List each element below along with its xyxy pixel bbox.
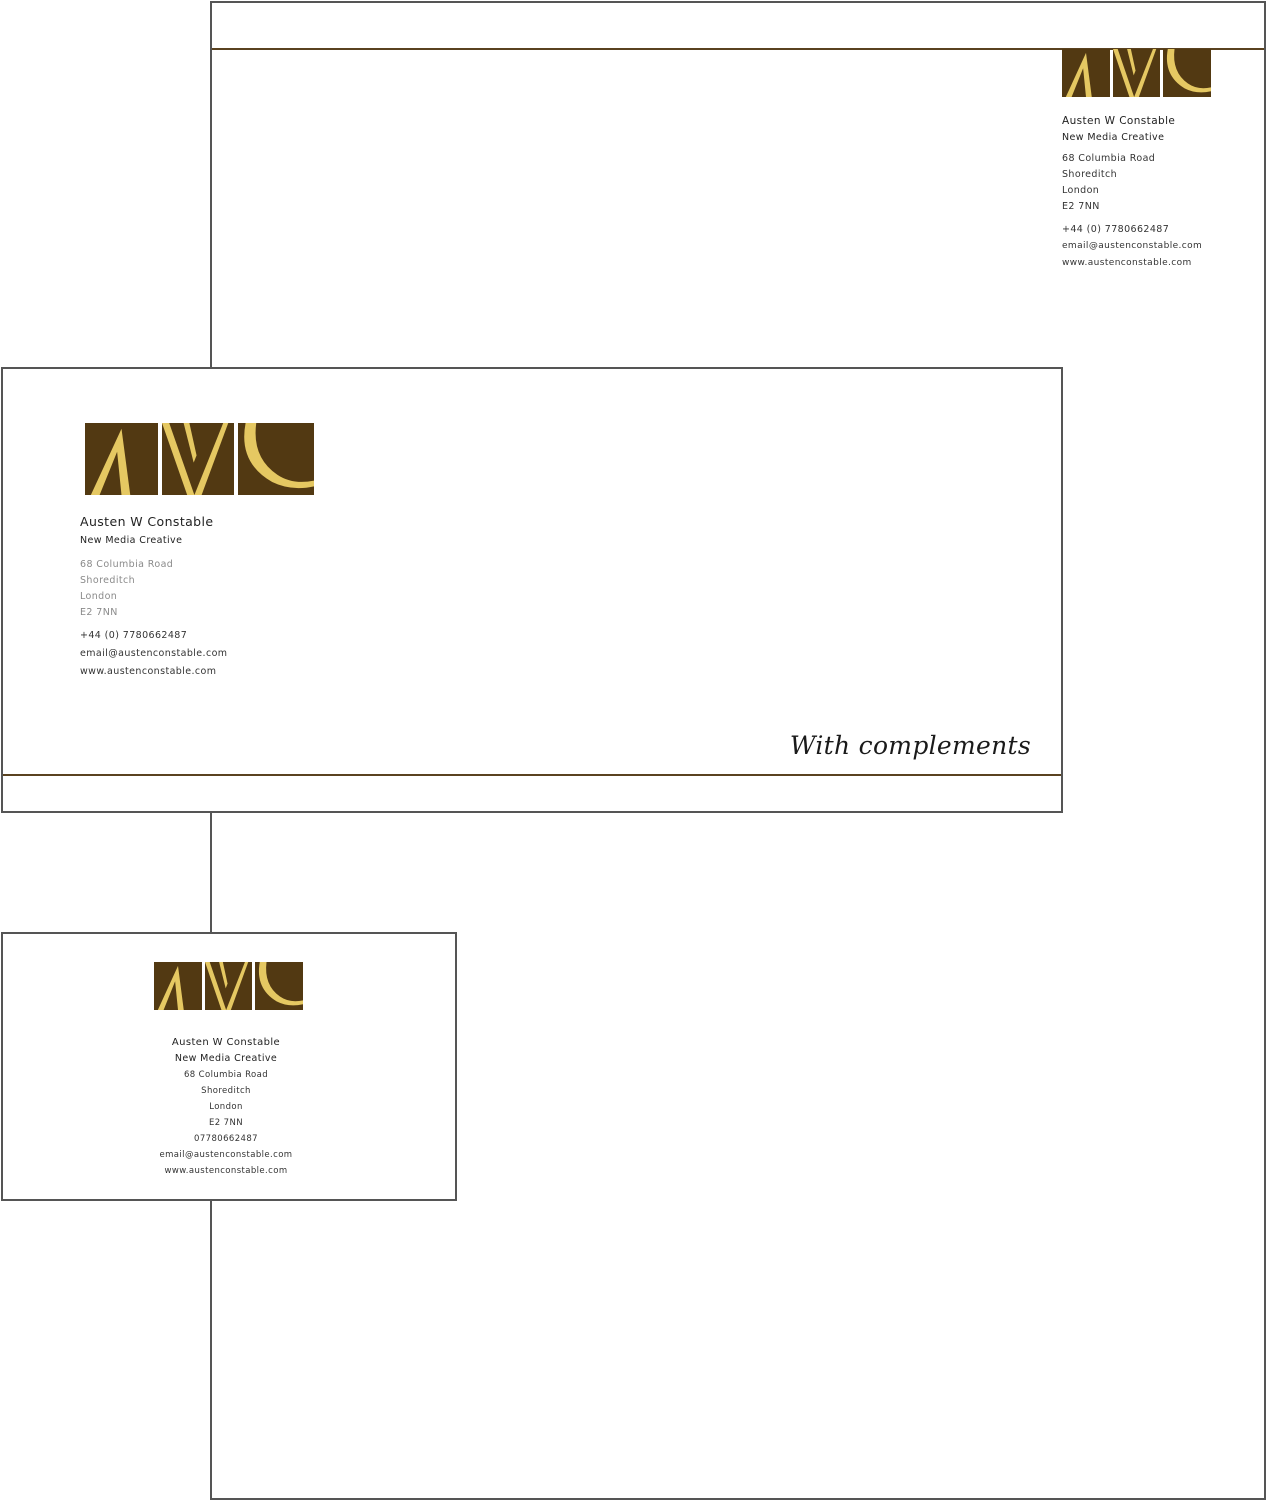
address-line: Shoreditch <box>201 1086 251 1096</box>
contact-website: www.austenconstable.com <box>1062 258 1192 268</box>
logo-tile-c <box>1163 49 1211 97</box>
logo-tile-w <box>205 962 252 1010</box>
address-line: E2 7NN <box>80 607 118 618</box>
logo-tile-a <box>1062 49 1110 97</box>
with-complements-greeting: With complements <box>789 731 1031 760</box>
logo-tile-w <box>162 423 234 495</box>
address-line: London <box>80 591 118 602</box>
logo-tile-c <box>238 423 314 495</box>
business-card-contact-block <box>0 1035 452 1179</box>
contact-phone: +44 (0) 7780662487 <box>1062 224 1170 235</box>
contact-website: www.austenconstable.com <box>164 1166 288 1176</box>
contact-tagline: New Media Creative <box>174 1053 278 1064</box>
contact-name: Austen W Constable <box>80 514 214 529</box>
logo-tile-w <box>1113 49 1160 97</box>
address-line: E2 7NN <box>208 1118 243 1128</box>
address-line: E2 7NN <box>1062 201 1100 212</box>
logo-tile-c <box>255 962 303 1010</box>
contact-email: email@austenconstable.com <box>159 1150 293 1160</box>
contact-name: Austen W Constable <box>171 1037 281 1048</box>
contact-website: www.austenconstable.com <box>80 666 217 677</box>
contact-email: email@austenconstable.com <box>1062 241 1203 251</box>
comp-slip-contact-block <box>80 513 227 681</box>
comp-slip-bottom-rule <box>3 774 1061 776</box>
contact-email: email@austenconstable.com <box>80 648 228 659</box>
address-line: 68 Columbia Road <box>80 559 174 570</box>
logo-tile-a <box>85 423 158 495</box>
letterhead-logo <box>1062 49 1211 97</box>
logo-tile-a <box>154 962 202 1010</box>
letterhead-contact-block <box>1062 113 1202 272</box>
address-line: Shoreditch <box>1062 169 1118 180</box>
business-card-logo <box>154 962 303 1010</box>
contact-tagline: New Media Creative <box>80 535 183 546</box>
contact-phone: +44 (0) 7780662487 <box>80 630 188 641</box>
contact-tagline: New Media Creative <box>1062 132 1165 143</box>
address-line: Shoreditch <box>80 575 136 586</box>
address-line: London <box>209 1102 243 1112</box>
address-line: 68 Columbia Road <box>183 1070 269 1080</box>
contact-phone: 07780662487 <box>194 1134 258 1144</box>
address-line: 68 Columbia Road <box>1062 153 1156 164</box>
address-line: London <box>1062 185 1100 196</box>
comp-slip-logo <box>85 423 314 495</box>
contact-name: Austen W Constable <box>1062 115 1176 127</box>
